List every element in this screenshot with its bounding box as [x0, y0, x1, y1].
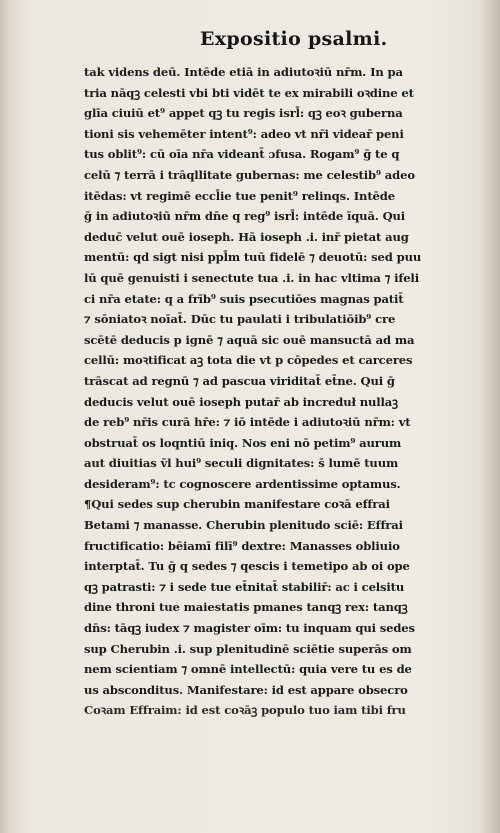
- text-line: lū quē genuisti i senectute tua .i. in hac vltima ⁊ ifeli: [84, 270, 419, 285]
- text-line: tioni sis vehemēter intent⁹: adeo vt nr̄i videar̄ peni: [84, 126, 404, 141]
- text-line: nem scientiam ⁊ omnē intellectū: quia vere tu es de: [84, 662, 412, 677]
- text-line: deduc̄ velut ouē ioseph. Hā ioseph .i. inr̄ pietat aug: [84, 229, 409, 244]
- page-header-title: Expositio psalmi.: [200, 28, 388, 50]
- text-line: de reb⁹ nr̄is curā hr̄e: ⁊ iō intēde i adiutoꝛiū nr̄m: vt: [84, 415, 411, 430]
- text-line: obstruat̄ os loqntiū iniq. Nos eni nō petim⁹ aurum: [84, 435, 402, 450]
- text-line-paragraph-start: ¶Qui sedes sup cherubin manifestare coꝛā effrai: [84, 497, 390, 512]
- text-line: ⁊ sōniatoꝛ noīat̄. Dūc tu paulati i tribulatiōib⁹ cre: [84, 312, 396, 327]
- text-line: Coꝛam Effraim: id est coꝛāꝫ populo tuo iam tibi fru: [84, 703, 406, 718]
- text-line: itēdas: vt regimē eccl̄ie tue penit⁹ relinqs. Intēde: [84, 188, 395, 203]
- text-line: ci nr̄a etate: q a frīb⁹ suis psecutiōes magnas patit̄: [84, 291, 404, 306]
- text-line: tus oblit⁹: cū oīa nr̄a videant̄ ɔfusa. Rogam⁹ ḡ te q: [84, 147, 400, 162]
- text-line: tak videns deū. Intēde etiā in adiutoꝛiū nr̄m. In pa: [84, 65, 403, 79]
- text-line: ḡ in adiutoꝛiū nr̄m dn̄e q reg⁹ isrl̄: intēde īquā. Qui: [84, 209, 406, 224]
- text-line: mentū: qd sigt nisi ppl̄m tuū fidelē ⁊ deuotū: sed puu: [84, 250, 422, 265]
- text-line: desideram⁹: tc cognoscere ardentissime optamus.: [84, 476, 401, 491]
- text-line: tria nāqꝫ celesti vbi bti vidēt te ex mirabili oꝛdine et: [84, 85, 414, 100]
- text-line: fructificatio: bēiamī filī⁹ dextre: Manasses obliuio: [84, 538, 400, 553]
- text-line: deducis velut ouē ioseph putar̄ ab increduł nullaꝫ: [84, 394, 398, 409]
- text-line: glīa ciuiū et⁹ appet qꝫ tu regis isrl̄: qꝫ eoꝛ guberna: [84, 106, 403, 121]
- text-line: dine throni tue maiestatis pmanes tanqꝫ rex: tanqꝫ: [84, 600, 408, 615]
- text-line: scētē deducis p ignē ⁊ aquā sic ouē mansuctā ad ma: [84, 332, 415, 347]
- text-line: sup Cherubin .i. sup plenitudinē sciētie superās om: [84, 641, 412, 656]
- text-line: celū ⁊ terrā i trāqllitate gubernas: me celestib⁹ adeo: [84, 167, 415, 182]
- text-line: dn̄s: tāqꝫ iudex ⁊ magister oīm: tu inquam qui sedes: [84, 621, 415, 636]
- text-line: us absconditus. Manifestare: id est appare obsecro: [84, 682, 408, 697]
- text-line: interptat̄. Tu ḡ q sedes ⁊ qescis i temetipo ab oi ope: [84, 559, 410, 574]
- text-block: [84, 62, 488, 721]
- text-line: aut diuitias v̄l hui⁹ seculi dignitates: s̄ lumē tuum: [84, 456, 399, 471]
- text-line: Betami ⁊ manasse. Cherubin plenitudo sciē: Effrai: [84, 518, 403, 533]
- text-line: trāscat ad regnū ⁊ ad pascua viriditat̄ et̄ne. Qui ḡ: [84, 373, 395, 388]
- text-line: cellū: moꝛtificat aꝫ tota die vt p cōpedes et carceres: [84, 353, 413, 368]
- text-line: qꝫ patrasti: ⁊ i sede tue et̄nitat̄ stabilir̄: ac i celsitu: [84, 579, 405, 594]
